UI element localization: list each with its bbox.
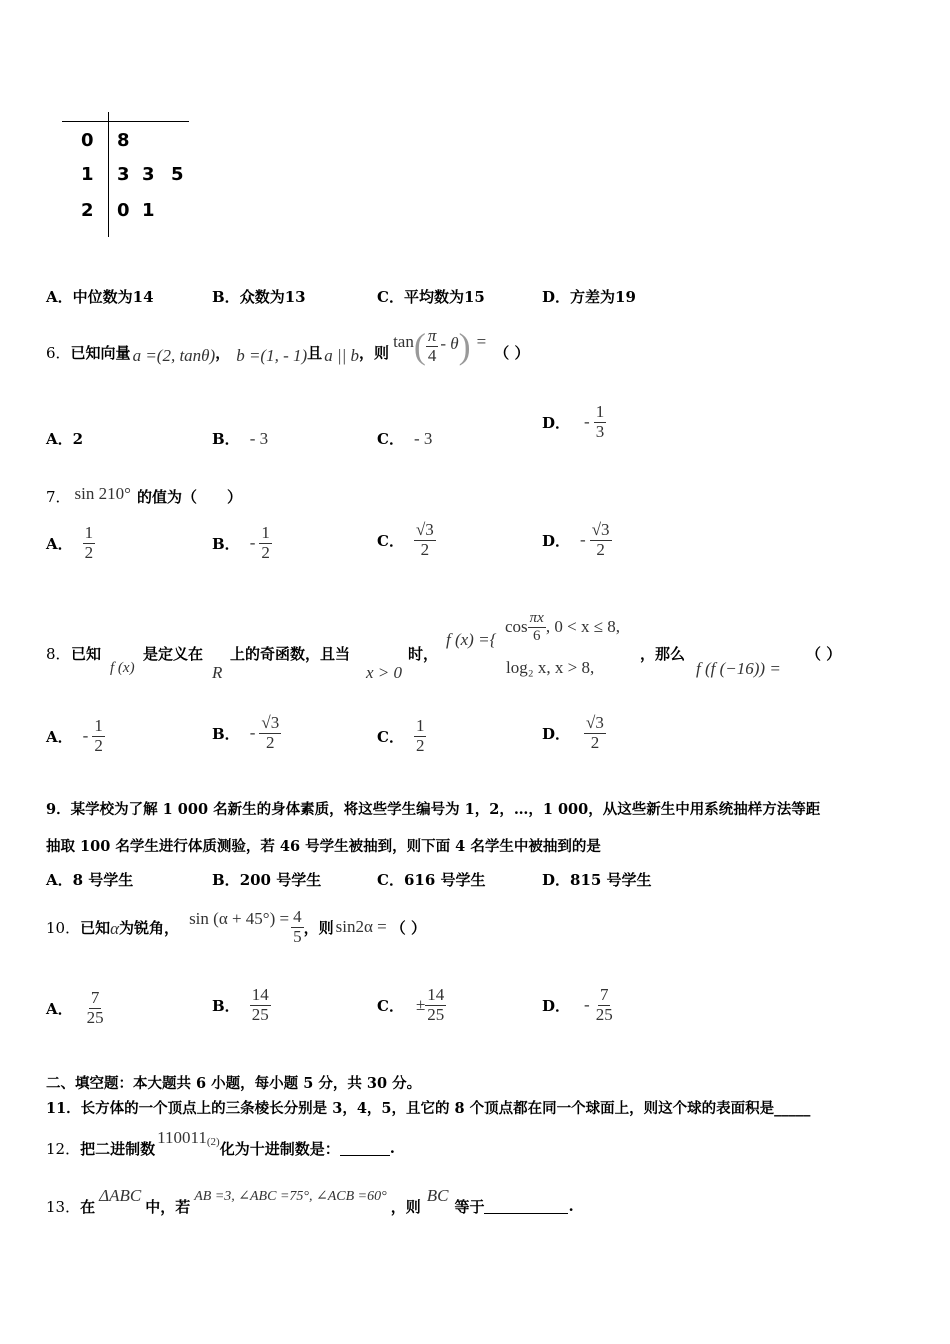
leaf-2-0: 0 [117,200,130,221]
q8-number: 8． [46,645,71,663]
q10-text-3: ，则 [303,918,334,937]
question-7 [46,483,242,507]
q10-option-b[interactable]: B． $\frac{14}{25}$ [212,985,269,1024]
q13-number: 13． [46,1197,81,1216]
q12-base: (2) [206,1136,220,1148]
q8-def-lhs: f (x) ={ [446,630,497,649]
q10-number: 10． [46,918,81,937]
q5-option-b[interactable]: B．众数为13 [212,288,306,306]
q8-fx: f (x) [110,660,135,676]
q6-text-3: ，则 [359,343,390,362]
q13-triangle: ΔABC [99,1186,142,1205]
q6-expr-eq: = [476,332,487,351]
q13-text-3: ，则 [390,1197,421,1216]
q7-number: 7． [46,488,71,506]
leaf-0-0: 8 [117,130,130,151]
q6-rparen: ) [458,326,471,366]
q5-option-c[interactable]: C．平均数为15 [377,288,485,306]
q7-text: 的值为（ ） [136,488,242,506]
q12-answer-blank[interactable] [340,1141,390,1156]
question-10 [46,903,426,951]
q7-option-b[interactable]: B． - $\frac{1}{2}$ [212,523,270,562]
q8-option-d[interactable]: D． $\frac{√3}{2}$ [542,713,604,752]
q6-text-1: 已知向量 [70,343,131,362]
question-13 [46,1186,574,1226]
q8-option-b[interactable]: B． - $\frac{√3}{2}$ [212,713,280,752]
q6-text-2: 且 [307,343,323,362]
q6-vector-a: a =(2, tanθ) [132,346,216,365]
q10-option-d[interactable]: D． - $\frac{7}{25}$ [542,985,613,1024]
q8-case1-cond: , 0 < x ≤ 8, [545,617,621,636]
question-6 [46,325,530,374]
q8-text-5: ，那么 [640,645,686,663]
q8-option-a[interactable]: A． - $\frac{1}{2}$ [46,716,103,755]
stem-2: 2 [81,200,94,221]
q6-option-b[interactable]: B． - 3 [212,429,269,448]
q5-option-a[interactable]: A．中位数为14 [46,288,154,306]
stem-1: 1 [81,164,94,185]
q6-option-d[interactable]: D． - $\frac{1}{3}$ [542,402,605,441]
q13-condition: AB =3, ∠ABC =75°, ∠ACB =60° [194,1188,387,1204]
q6-expr-fraction [426,327,439,365]
q13-end: . [568,1197,574,1215]
q8-case-1 [505,610,620,644]
q8-R: R [212,663,223,682]
q8-case-2: log₂ x, x > 8, [506,658,595,677]
q8-ask: f (f (−16)) = [696,659,781,678]
leaf-2-1: 1 [142,200,155,221]
q9-option-a[interactable]: A．8 号学生 [46,871,134,889]
q7-option-c[interactable]: C． $\frac{√3}{2}$ [377,520,434,559]
q6-option-a[interactable]: A．2 [46,430,84,448]
q10-expr-lhs: sin (α + 45°) = [189,909,290,928]
stem-0: 0 [81,130,94,151]
q6-lparen: ( [413,326,426,366]
leaf-1-0: 3 [117,164,130,185]
q6-parallel: a || b [324,346,360,365]
q7-option-d[interactable]: D． - $\frac{√3}{2}$ [542,520,610,559]
q6-vector-b: b =(1, - 1) [236,346,308,365]
q9-option-b[interactable]: B．200 号学生 [212,871,322,889]
q8-text-4: 时， [408,645,439,663]
q8-text-1: 已知 [71,645,102,663]
q13-text-1: 在 [80,1197,96,1216]
leaf-1-1: 3 [142,164,155,185]
q6-expr-num: π [427,325,437,345]
section-2-header: 二、填空题：本大题共 6 小题，每小题 5 分，共 30 分。 [46,1075,422,1092]
q8-case1-fraction: $\frac{\pi x}{6}$ [529,610,544,644]
plot-horizontal-line [62,121,189,122]
q10-option-c[interactable]: C． ± $\frac{14}{25}$ [377,985,445,1024]
leaf-1-2: 5 [171,164,184,185]
q7-option-a[interactable]: A． $\frac{1}{2}$ [46,523,94,562]
q8-paren: （ ） [806,645,842,663]
q10-alpha: α [110,919,120,938]
q8-text-3: 上的奇函数，且当 [230,645,351,663]
q13-bc: BC [426,1186,449,1205]
q8-cond: x > 0 [366,663,403,682]
q6-expr-den: 4 [427,345,437,365]
q10-option-a[interactable]: A． $\frac{7}{25}$ [46,988,104,1027]
q6-number: 6． [46,343,71,362]
q10-ask: sin2α = [335,917,387,936]
q6-expr-tail: - θ [440,334,459,353]
q12-binary: 110011 [157,1128,207,1147]
q6-expr-tan: tan [393,332,414,351]
q10-paren: （ ） [390,918,426,937]
question-11: 11．长方体的一个顶点上的三条棱长分别是 3，4，5，且它的 8 个顶点都在同一个球面上，则这个球的表面积是_____ [46,1100,811,1117]
q9-line-2: 抽取 100 名学生进行体质测验，若 46 号学生被抽到，则下面 4 名学生中被抽到的是 [46,838,601,855]
q10-text-2: 为锐角， [119,918,180,937]
plot-vertical-line [108,112,109,237]
q6-paren: （ ） [494,343,530,362]
q13-text-2: 中，若 [145,1197,191,1216]
q12-number: 12． [46,1139,81,1158]
q10-text-1: 已知 [80,918,111,937]
q13-answer-blank[interactable] [484,1199,568,1214]
q12-end: . [389,1139,395,1157]
q13-text-4: 等于 [454,1197,485,1216]
q5-option-d[interactable]: D．方差为19 [542,288,636,306]
q10-expr-fraction: $\frac{4}{5}$ [293,906,302,946]
q12-text-1: 把二进制数 [80,1139,156,1158]
q8-case1-cos: cos [505,617,528,636]
q6-sep: ， [215,343,231,362]
q9-option-d[interactable]: D．815 号学生 [542,871,652,889]
q9-option-c[interactable]: C．616 号学生 [377,871,486,889]
q9-line-1: 9．某学校为了解 1 000 名新生的身体素质，将这些学生编号为 1，2，…，1 000，从这些新生中用系统抽样方法等距 [46,801,821,818]
stem-leaf-plot [60,110,195,240]
q7-expr: sin 210° [74,483,131,503]
q8-text-2: 是定义在 [143,645,204,663]
question-12 [46,1130,395,1166]
q8-option-c[interactable]: C． $\frac{1}{2}$ [377,716,425,755]
q12-text-2: 化为十进制数是： [219,1139,340,1158]
q6-option-c[interactable]: C． - 3 [377,429,433,448]
